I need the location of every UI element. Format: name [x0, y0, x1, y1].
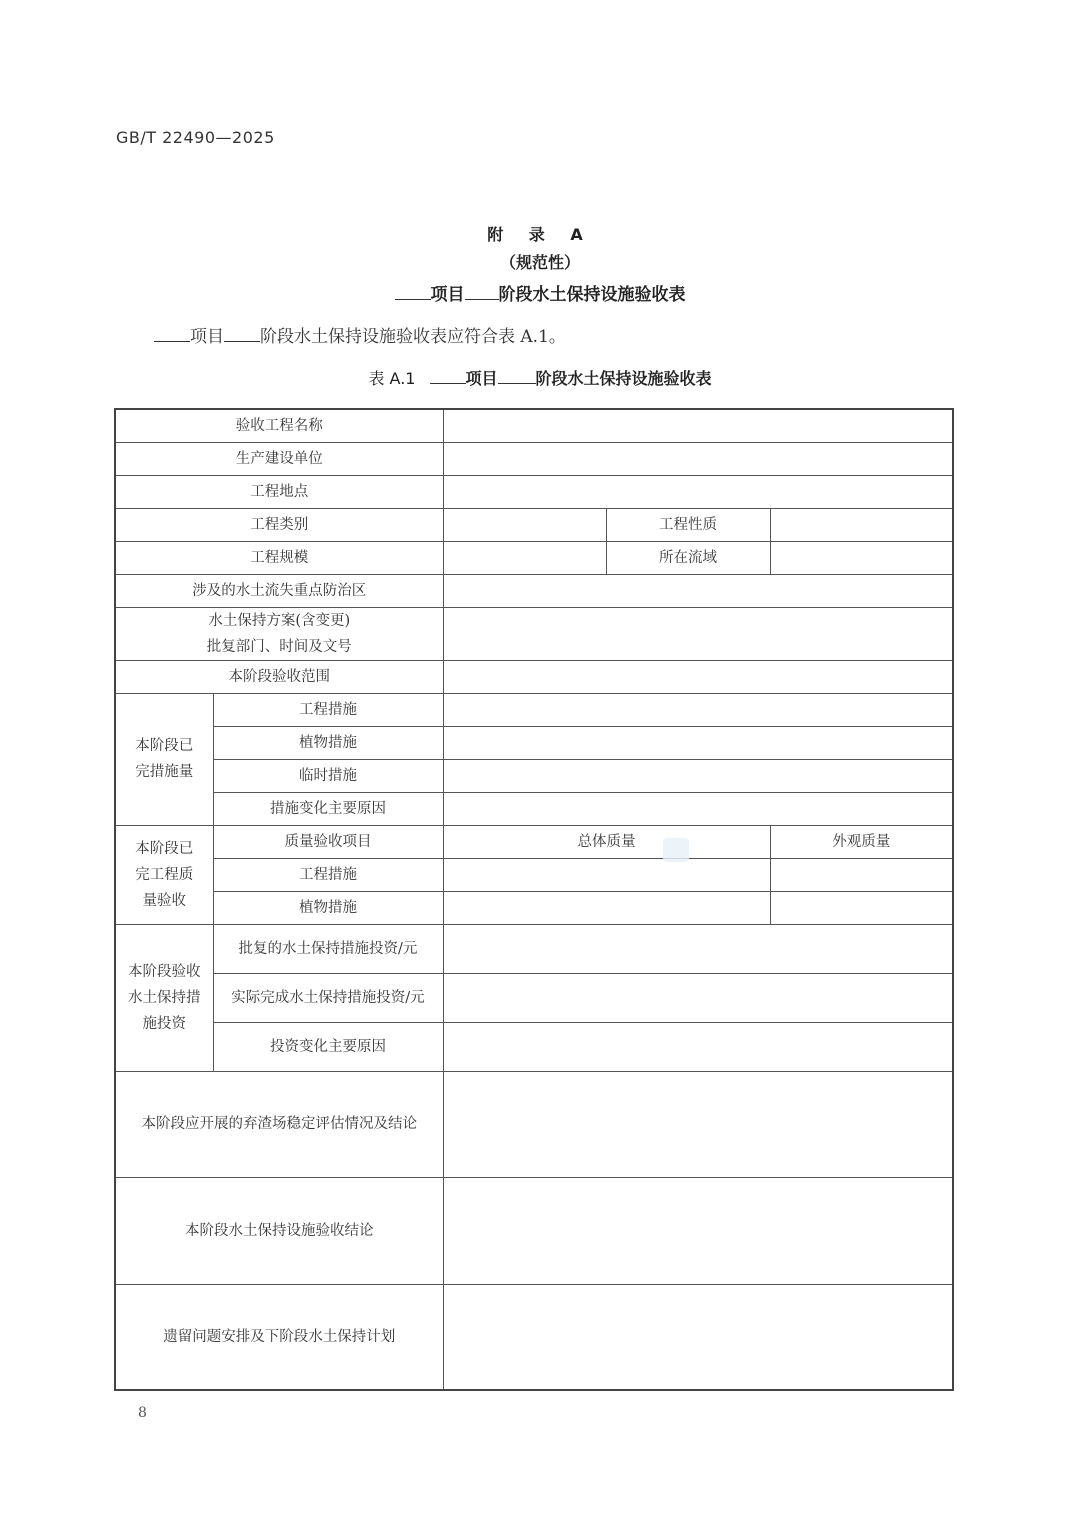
- field-scope[interactable]: [443, 660, 953, 693]
- label-completed-measures: [115, 693, 213, 825]
- label-plan-line2: 批复部门、时间及文号: [206, 638, 352, 655]
- table-number: 表 A.1: [368, 369, 416, 388]
- field-engineering-measures[interactable]: [443, 693, 953, 726]
- label-investment-text: 本阶段验收水土保持措施投资: [128, 963, 201, 1032]
- field-quality-plant-appearance[interactable]: [770, 891, 953, 924]
- label-nature: 工程性质: [606, 508, 770, 541]
- label-slag-evaluation: 本阶段应开展的弃渣场稳定评估情况及结论: [115, 1071, 443, 1177]
- intro-part1: 项目: [190, 327, 224, 347]
- table-caption-part1: 项目: [465, 369, 498, 388]
- field-slag-evaluation[interactable]: [443, 1071, 953, 1177]
- blank-line: [430, 367, 466, 384]
- table-caption: [0, 366, 1080, 389]
- field-nature[interactable]: [770, 508, 953, 541]
- field-remaining-plan[interactable]: [443, 1284, 953, 1390]
- label-temporary-measures: 临时措施: [213, 759, 443, 792]
- field-conclusion[interactable]: [443, 1177, 953, 1284]
- label-plant-measures: 植物措施: [213, 726, 443, 759]
- label-investment-reason: 投资变化主要原因: [213, 1022, 443, 1071]
- field-location[interactable]: [443, 475, 953, 508]
- annex-type: （规范性）: [499, 253, 580, 272]
- blank-line: [154, 325, 190, 342]
- annex-heading-part2: 阶段水土保持设施验收表: [498, 285, 686, 305]
- label-approved-investment: 批复的水土保持措施投资/元: [213, 924, 443, 973]
- label-engineering-measures: 工程措施: [213, 693, 443, 726]
- label-category: 工程类别: [115, 508, 443, 541]
- label-location: 工程地点: [115, 475, 443, 508]
- annex-heading-part1: 项目: [430, 285, 465, 305]
- label-quality-engineering: 工程措施: [213, 858, 443, 891]
- intro-part2: 阶段水土保持设施验收表应符合表 A.1。: [260, 327, 566, 347]
- field-actual-investment[interactable]: [443, 973, 953, 1022]
- blank-line: [224, 325, 260, 342]
- field-quality-engineering-overall[interactable]: [443, 858, 770, 891]
- annex-title: 附 录 A: [487, 225, 593, 244]
- table-caption-part2: 阶段水土保持设施验收表: [535, 369, 712, 388]
- field-quality-engineering-appearance[interactable]: [770, 858, 953, 891]
- label-quality-acceptance: [115, 825, 213, 924]
- label-plan-line1: 水土保持方案(含变更): [208, 612, 351, 629]
- label-quality-plant: 植物措施: [213, 891, 443, 924]
- field-scale[interactable]: [443, 541, 606, 574]
- intro-paragraph: [154, 322, 566, 347]
- label-conclusion: 本阶段水土保持设施验收结论: [115, 1177, 443, 1284]
- label-key-zone: 涉及的水土流失重点防治区: [115, 574, 443, 607]
- label-scale: 工程规模: [115, 541, 443, 574]
- label-project-name: 验收工程名称: [115, 409, 443, 442]
- label-appearance-quality: 外观质量: [770, 825, 953, 858]
- field-project-name[interactable]: [443, 409, 953, 442]
- label-investment: [115, 924, 213, 1071]
- field-plant-measures[interactable]: [443, 726, 953, 759]
- label-quality-acceptance-text: 本阶段已完工程质量验收: [135, 840, 194, 909]
- field-quality-plant-overall[interactable]: [443, 891, 770, 924]
- label-change-reason: 措施变化主要原因: [213, 792, 443, 825]
- page-number: 8: [138, 1405, 147, 1421]
- label-actual-investment: 实际完成水土保持措施投资/元: [213, 973, 443, 1022]
- standard-code: GB/T 22490—2025: [116, 128, 275, 147]
- field-key-zone[interactable]: [443, 574, 953, 607]
- blank-line: [465, 283, 499, 300]
- label-scope: 本阶段验收范围: [115, 660, 443, 693]
- field-basin[interactable]: [770, 541, 953, 574]
- field-plan-approval[interactable]: [443, 607, 953, 660]
- label-completed-measures-text: 本阶段已完措施量: [135, 738, 194, 780]
- blank-line: [395, 283, 431, 300]
- label-basin: 所在流域: [606, 541, 770, 574]
- watermark-mark: [663, 838, 689, 862]
- annex-heading: [0, 280, 1080, 305]
- label-quality-item: 质量验收项目: [213, 825, 443, 858]
- blank-line: [498, 367, 536, 384]
- field-investment-reason[interactable]: [443, 1022, 953, 1071]
- label-plan-approval: [115, 607, 443, 660]
- label-overall-quality: 总体质量: [443, 825, 770, 858]
- field-category[interactable]: [443, 508, 606, 541]
- label-construction-unit: 生产建设单位: [115, 442, 443, 475]
- label-remaining-plan: 遗留问题安排及下阶段水土保持计划: [115, 1284, 443, 1390]
- field-change-reason[interactable]: [443, 792, 953, 825]
- field-approved-investment[interactable]: [443, 924, 953, 973]
- acceptance-table: [114, 408, 954, 1391]
- field-construction-unit[interactable]: [443, 442, 953, 475]
- field-temporary-measures[interactable]: [443, 759, 953, 792]
